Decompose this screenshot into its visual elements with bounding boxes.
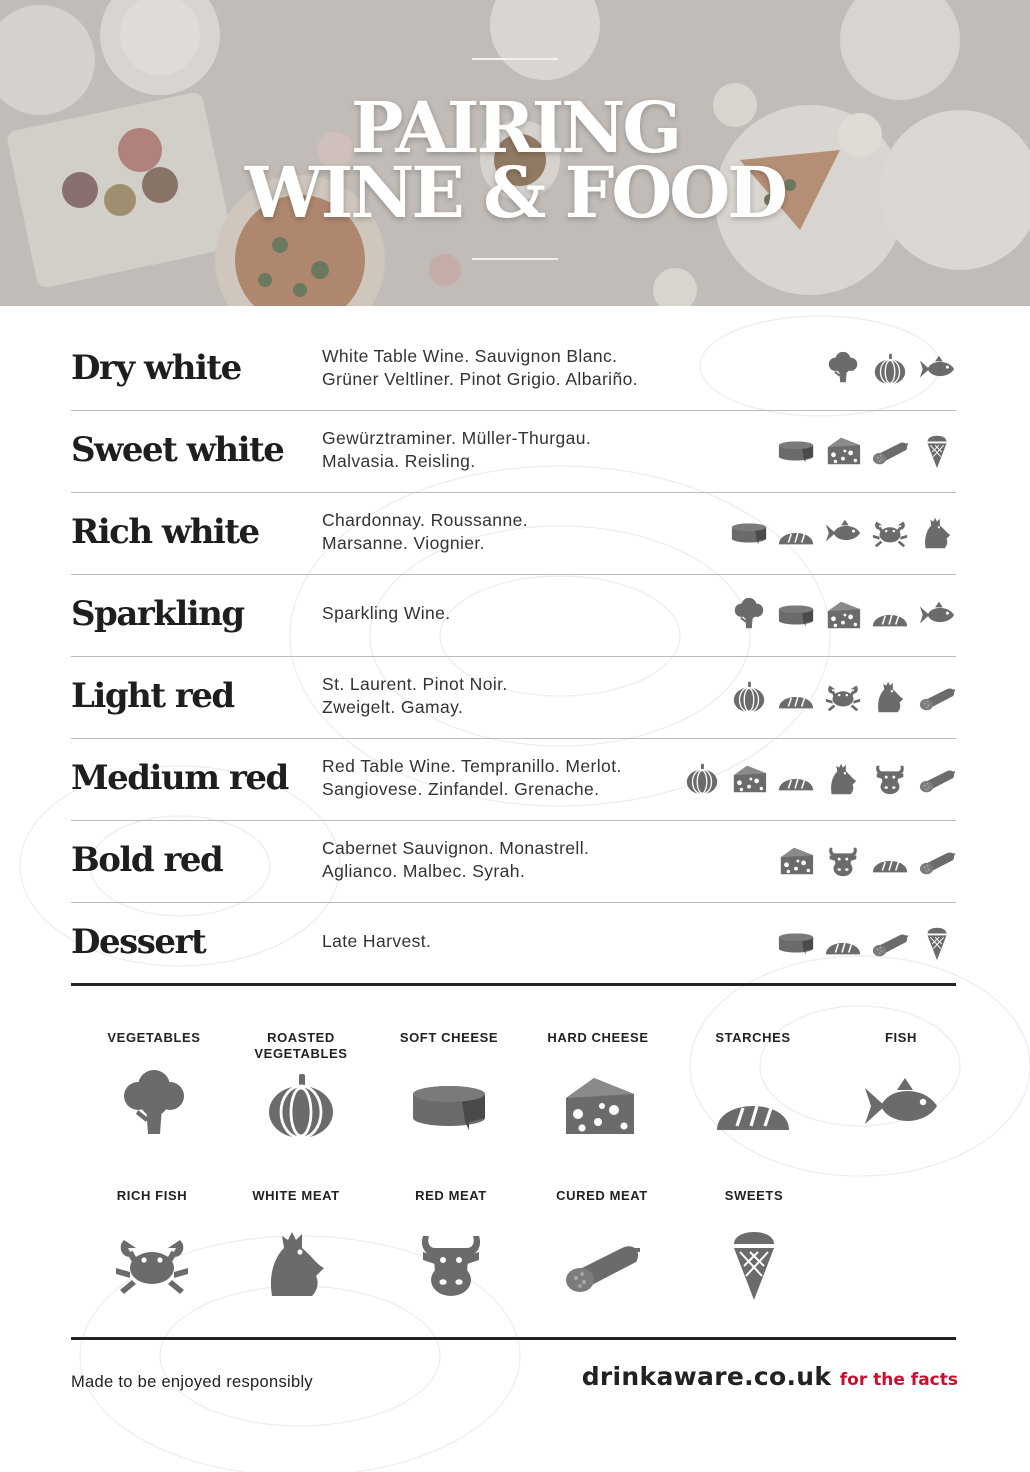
legend-label-line: SWEETS (724, 1188, 784, 1203)
legend-item-white-meat (221, 1188, 371, 1304)
wine-grapes (322, 837, 702, 883)
cured-meat-icon (871, 924, 909, 962)
grape-line: Sangiovese. Zinfandel. Grenache. (322, 779, 600, 799)
vegetables-icon (79, 1066, 229, 1146)
legend-label (376, 1188, 526, 1224)
legend-label-line: VEGETABLES (107, 1030, 201, 1045)
legend-item-cured-meat (527, 1188, 677, 1304)
wine-grapes (322, 602, 702, 625)
starches-icon (824, 924, 862, 962)
wine-grapes (322, 345, 702, 391)
soft-cheese-icon (777, 432, 815, 470)
grape-line: Chardonnay. Roussanne. (322, 510, 528, 530)
red-meat-icon (376, 1224, 526, 1304)
soft-cheese-icon (730, 514, 768, 552)
wine-name: Light red (71, 676, 234, 716)
starches-icon (871, 842, 909, 880)
wine-row (71, 656, 956, 739)
food-pairing-icons (730, 574, 956, 656)
brand-tagline: for the facts (839, 1370, 958, 1390)
grape-line: Malvasia. Reisling. (322, 451, 476, 471)
wine-name: Sweet white (71, 430, 284, 470)
soft-cheese-icon (777, 924, 815, 962)
soft-cheese-icon (374, 1066, 524, 1146)
cured-meat-icon (918, 678, 956, 716)
roasted-vegetables-icon (871, 350, 909, 388)
fish-icon (918, 350, 956, 388)
legend-label (826, 1030, 976, 1066)
legend-label (527, 1188, 677, 1224)
cured-meat-icon (527, 1224, 677, 1304)
legend-item-fish (826, 1030, 976, 1146)
grape-line: St. Laurent. Pinot Noir. (322, 674, 508, 694)
legend-label-line: SOFT CHEESE (399, 1030, 499, 1045)
food-pairing-icons (824, 328, 956, 410)
food-pairing-icons (777, 902, 956, 984)
wine-grapes (322, 427, 702, 473)
hard-cheese-icon (824, 432, 862, 470)
legend-item-soft-cheese (374, 1030, 524, 1146)
white-meat-icon (871, 678, 909, 716)
grape-line: Cabernet Sauvignon. Monastrell. (322, 838, 590, 858)
legend-item-sweets (679, 1188, 829, 1304)
soft-cheese-icon (777, 596, 815, 634)
roasted-vegetables-icon (730, 678, 768, 716)
legend-item-red-meat (376, 1188, 526, 1304)
hard-cheese-icon (730, 760, 768, 798)
wine-row (71, 902, 956, 984)
wine-name: Rich white (71, 512, 259, 552)
legend-label (77, 1188, 227, 1224)
legend-label (226, 1030, 376, 1066)
wine-name: Dessert (71, 922, 206, 962)
legend-item-vegetables (79, 1030, 229, 1146)
wine-row (71, 328, 956, 411)
cured-meat-icon (918, 760, 956, 798)
page-title-line1: PAIRING (350, 86, 680, 169)
hard-cheese-icon (824, 596, 862, 634)
legend-item-roasted-vegetables (226, 1030, 376, 1146)
fish-icon (824, 514, 862, 552)
food-pairing-icons (730, 656, 956, 738)
cured-meat-icon (918, 842, 956, 880)
roasted-vegetables-icon (683, 760, 721, 798)
grape-line: Grüner Veltliner. Pinot Grigio. Albariño. (322, 369, 639, 389)
footer-rule (71, 1337, 956, 1340)
vegetables-icon (730, 596, 768, 634)
wine-grapes (322, 509, 702, 555)
roasted-vegetables-icon (226, 1066, 376, 1146)
legend-top-rule (71, 983, 956, 986)
grape-line: Zweigelt. Gamay. (322, 697, 464, 717)
wine-row (71, 738, 956, 821)
vegetables-icon (824, 350, 862, 388)
legend-item-hard-cheese (523, 1030, 673, 1146)
rich-fish-icon (871, 514, 909, 552)
legend-label-line: FISH (884, 1030, 917, 1045)
food-pairing-icons (683, 738, 956, 820)
responsibility-note: Made to be enjoyed responsibly (71, 1373, 313, 1391)
legend-label-line: CURED MEAT (556, 1188, 648, 1203)
legend-label (679, 1188, 829, 1224)
wine-grapes (322, 673, 702, 719)
wine-row (71, 574, 956, 657)
sweets-icon (918, 924, 956, 962)
legend-label-line: STARCHES (715, 1030, 791, 1045)
wine-name: Medium red (71, 758, 288, 798)
red-meat-icon (824, 842, 862, 880)
food-pairing-icons (777, 410, 956, 492)
grape-line: Gewürztraminer. Müller-Thurgau. (322, 428, 592, 448)
wine-row (71, 492, 956, 575)
hero-top-rule (472, 58, 558, 60)
rich-fish-icon (824, 678, 862, 716)
starches-icon (777, 678, 815, 716)
legend-item-starches (678, 1030, 828, 1146)
white-meat-icon (918, 514, 956, 552)
white-meat-icon (824, 760, 862, 798)
wine-row (71, 820, 956, 903)
hero-bottom-rule (472, 258, 558, 260)
fish-icon (826, 1066, 976, 1146)
wine-row (71, 410, 956, 493)
starches-icon (871, 596, 909, 634)
legend-label-line: VEGETABLES (254, 1046, 348, 1061)
hard-cheese-icon (523, 1066, 673, 1146)
food-pairing-icons (730, 492, 956, 574)
legend-label (678, 1030, 828, 1066)
sweets-icon (918, 432, 956, 470)
legend-label-line: RED MEAT (415, 1188, 487, 1203)
starches-icon (678, 1066, 828, 1146)
grape-line: Red Table Wine. Tempranillo. Merlot. (322, 756, 622, 776)
starches-icon (777, 514, 815, 552)
legend-label (79, 1030, 229, 1066)
grape-line: White Table Wine. Sauvignon Blanc. (322, 346, 618, 366)
brand-name[interactable]: drinkaware.co.uk (581, 1362, 832, 1391)
grape-line: Aglianco. Malbec. Syrah. (322, 861, 526, 881)
legend-label-line: RICH FISH (116, 1188, 188, 1203)
hero-banner (0, 0, 1030, 306)
page-title-line2: WINE & FOOD (245, 151, 785, 234)
legend-label-line: ROASTED (267, 1030, 335, 1045)
hard-cheese-icon (777, 842, 815, 880)
wine-name: Sparkling (71, 594, 244, 634)
starches-icon (777, 760, 815, 798)
legend-label (221, 1188, 371, 1224)
red-meat-icon (871, 760, 909, 798)
white-meat-icon (221, 1224, 371, 1304)
wine-grapes (322, 755, 702, 801)
legend-label-line: HARD CHEESE (547, 1030, 649, 1045)
food-pairing-icons (777, 820, 956, 902)
cured-meat-icon (871, 432, 909, 470)
wine-grapes (322, 930, 702, 953)
grape-line: Sparkling Wine. (322, 603, 451, 623)
legend-label-line: WHITE MEAT (252, 1188, 340, 1203)
rich-fish-icon (77, 1224, 227, 1304)
brand-block[interactable] (582, 1362, 958, 1391)
wine-name: Bold red (71, 840, 223, 880)
legend-item-rich-fish (77, 1188, 227, 1304)
sweets-icon (679, 1224, 829, 1304)
legend-label (523, 1030, 673, 1066)
grape-line: Late Harvest. (322, 931, 432, 951)
grape-line: Marsanne. Viognier. (322, 533, 485, 553)
legend-label (374, 1030, 524, 1066)
fish-icon (918, 596, 956, 634)
wine-name: Dry white (71, 348, 241, 388)
